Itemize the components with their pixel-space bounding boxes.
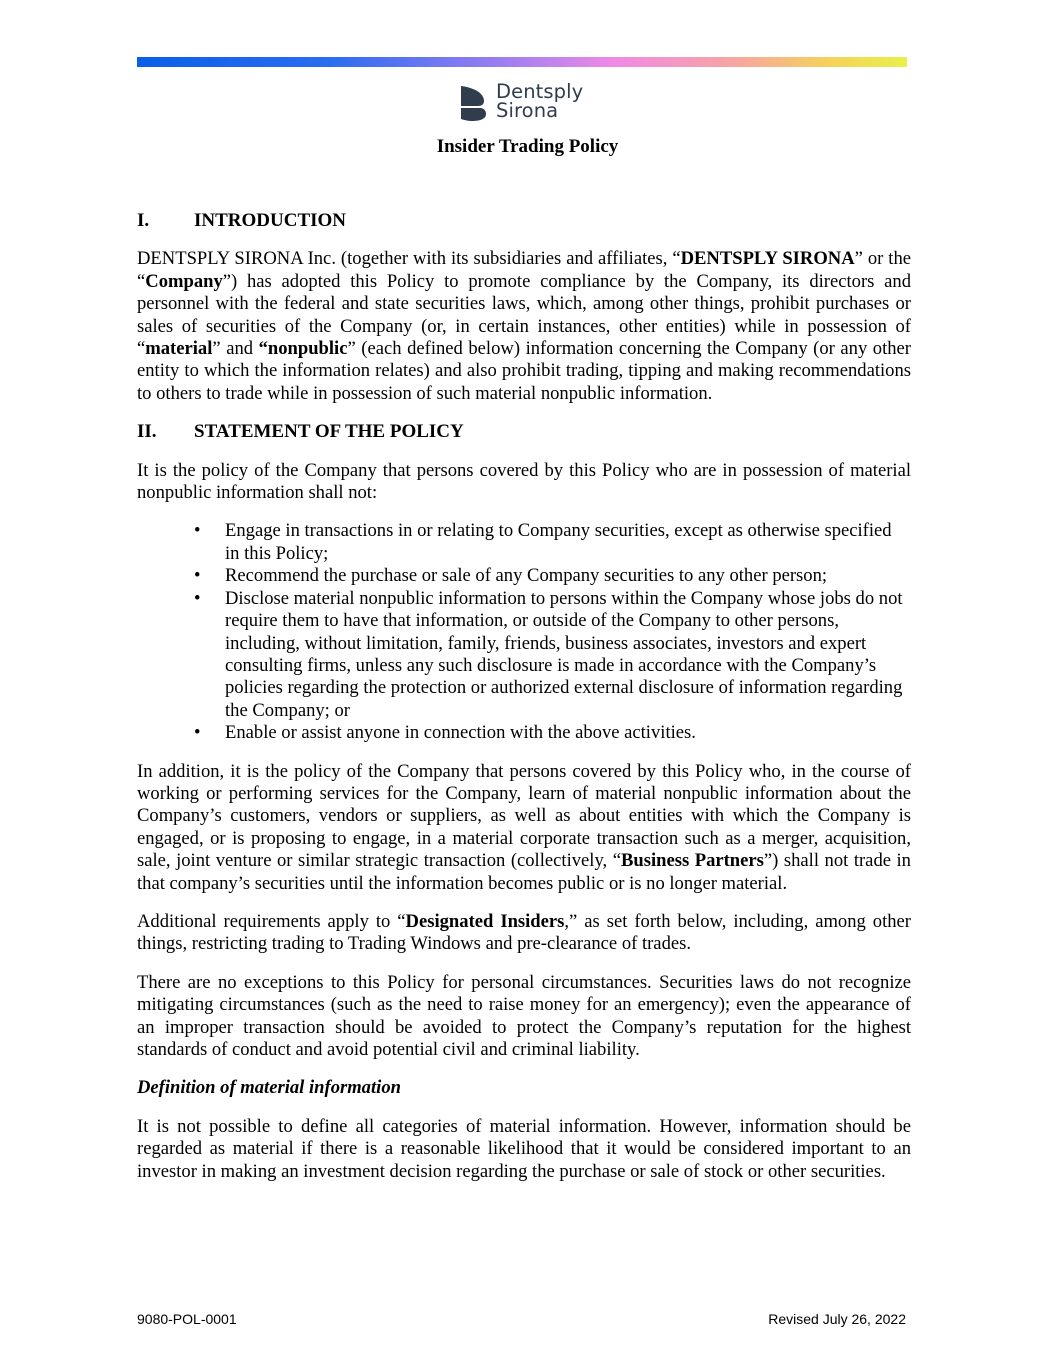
header-accent-bar xyxy=(137,57,907,67)
logo-line-1: Dentsply xyxy=(496,80,584,103)
list-item xyxy=(137,588,911,722)
bullet-icon: • xyxy=(194,587,201,609)
defined-term: Designated Insiders xyxy=(405,910,565,932)
dentsply-sirona-logo-icon xyxy=(458,84,488,122)
section-number: I. xyxy=(137,210,150,231)
footer-revised-date: Revised July 26, 2022 xyxy=(768,1311,906,1327)
bullet-icon: • xyxy=(194,565,201,587)
bullet-icon: • xyxy=(194,722,201,744)
list-item xyxy=(137,520,911,565)
business-partners-paragraph xyxy=(137,761,911,895)
list-item-text: Engage in transactions in or relating to Company securities, except as otherwise specified in this Policy; xyxy=(225,520,892,564)
statement-lead-paragraph: It is the policy of the Company that persons covered by this Policy who are in possession of material nonpublic information shall not: xyxy=(137,459,911,504)
text-run: In addition, it is the policy of the Company that persons covered by this Policy who, in the course of working or performing services for the Company, learn of material nonpublic information about the Company’s customers, vendors or suppliers, as well as about entities with which the Company is engaged, or is proposing to engage, in a material corporate transaction such as a merger, acquisition, sale, joint venture or similar strategic transaction (collectively, “ xyxy=(137,760,911,872)
defined-term: DENTSPLY SIRONA xyxy=(680,248,855,270)
section-heading-statement xyxy=(137,421,911,443)
material-information-paragraph: It is not possible to define all categories of material information. However, information should be regarded as material if there is a reasonable likelihood that it would be considered important to an investor in making an investment decision regarding the purchase or sale of stock or other securities. xyxy=(137,1115,911,1182)
list-item xyxy=(137,722,911,744)
list-item xyxy=(137,565,911,587)
text-run: ”) shall not trade in that company’s securities until the information becomes public or is no longer material. xyxy=(137,850,911,894)
defined-term: material xyxy=(145,338,213,360)
defined-term: Company xyxy=(145,270,223,292)
logo-line-2: Sirona xyxy=(496,99,559,122)
list-item-text: Recommend the purchase or sale of any Company securities to any other person; xyxy=(225,565,828,587)
text-run: ” and xyxy=(212,338,259,360)
section-number: II. xyxy=(137,421,157,443)
list-item-text: Enable or assist anyone in connection with the above activities. xyxy=(225,722,696,744)
text-run: ” or the “ xyxy=(137,248,911,292)
document-body xyxy=(137,210,911,1199)
document-title: Insider Trading Policy xyxy=(436,136,619,157)
prohibited-actions-list xyxy=(137,520,911,744)
bullet-icon: • xyxy=(194,520,201,542)
introduction-paragraph xyxy=(137,248,911,405)
section-heading-introduction xyxy=(137,210,911,232)
text-run: ”) has adopted this Policy to promote compliance by the Company, its directors and personnel with the federal and state securities laws, which, among other things, prohibit purchases or sales of securities of the Company (or, in certain instances, other entities) while in possession of “ xyxy=(137,270,911,360)
section-title: STATEMENT OF THE POLICY xyxy=(194,421,464,443)
section-title: INTRODUCTION xyxy=(194,210,347,231)
text-run: ” (each defined below) information concerning the Company (or any other entity to which the information relates) and also prohibit trading, tipping and making recommendations to others to trade while in possession of such material nonpublic information. xyxy=(137,338,911,404)
footer-document-id: 9080-POL-0001 xyxy=(137,1311,237,1327)
text-run: Additional requirements apply to “ xyxy=(137,910,406,932)
text-run: DENTSPLY SIRONA Inc. (together with its subsidiaries and affiliates, “ xyxy=(137,248,681,270)
defined-term: Business Partners xyxy=(620,850,764,872)
list-item-text: Disclose material nonpublic information to persons within the Company whose jobs do not require them to have that information, or outside of the Company to other persons, including, without limitation, family, friends, business associates, investors and expert consulting firms, unless any such disclosure is made in accordance with the Company’s policies regarding the protection or authorized external disclosure of information regarding the Company; or xyxy=(225,587,903,721)
designated-insiders-paragraph xyxy=(137,911,911,956)
subheading-material-information: Definition of material information xyxy=(137,1077,401,1099)
logo-wordmark xyxy=(496,82,583,120)
company-logo xyxy=(458,82,598,124)
no-exceptions-paragraph: There are no exceptions to this Policy for personal circumstances. Securities laws do not recognize mitigating circumstances (such as the need to raise money for an emergency); even the appearance of an improper transaction should be avoided to protect the Company’s reputation for the highest standards of conduct and avoid potential civil and criminal liability. xyxy=(137,971,911,1060)
defined-term: “nonpublic xyxy=(258,338,348,360)
text-run: ,” as set forth below, including, among other things, restricting trading to Trading Windows and pre-clearance of trades. xyxy=(137,910,911,955)
